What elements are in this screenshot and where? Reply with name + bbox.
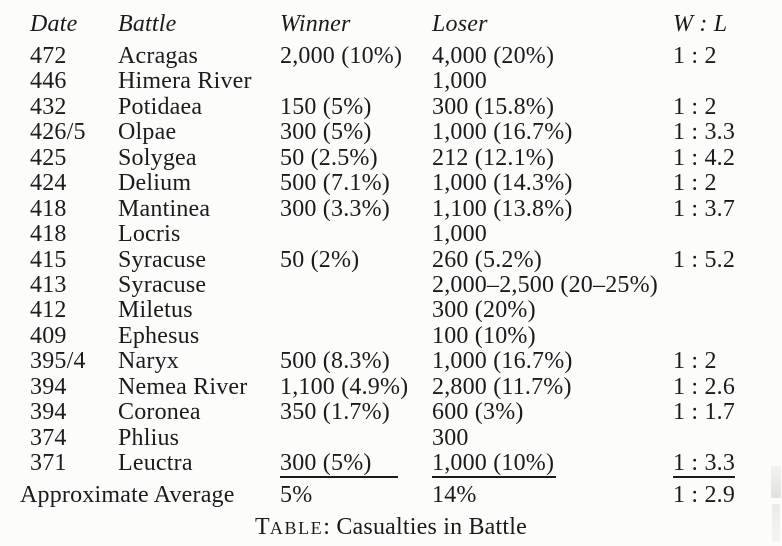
header-date: Date	[30, 11, 78, 37]
cell-loser: 1,000 (16.7%)	[432, 119, 573, 146]
cell-date: 418	[30, 195, 67, 222]
cell-date: 415	[30, 246, 67, 273]
cell-date: 446	[30, 68, 67, 95]
cell-battle: Miletus	[118, 297, 193, 324]
table-row	[0, 197, 782, 222]
table-row	[0, 146, 782, 171]
cell-date: 395/4	[30, 348, 86, 375]
cell-loser: 1,000	[432, 221, 487, 248]
cell-date: 426/5	[30, 119, 86, 146]
cell-winner: 300 (5%)	[280, 451, 398, 478]
table-row	[0, 426, 782, 451]
header-battle: Battle	[118, 11, 177, 37]
cell-loser: 300 (15.8%)	[432, 93, 555, 120]
cell-date: 418	[30, 221, 67, 248]
table-row	[0, 69, 782, 94]
cell-battle: Syracuse	[118, 246, 207, 273]
cell-winner: 500 (8.3%)	[280, 348, 390, 375]
caption-smallcaps: ABLE	[269, 518, 324, 538]
header-ratio: W : L	[673, 11, 728, 37]
cell-battle: Potidaea	[118, 93, 203, 120]
cell-winner: 350 (1.7%)	[280, 399, 390, 426]
cell-loser: 2,800 (11.7%)	[432, 373, 572, 400]
cell-ratio: 1 : 3.3	[673, 119, 736, 146]
cell-battle: Olpae	[118, 119, 177, 146]
cell-date: 394	[30, 373, 67, 400]
scan-artifact	[771, 466, 781, 498]
cell-battle: Coronea	[118, 399, 201, 426]
cell-date: 409	[30, 322, 67, 349]
cell-date: 425	[30, 144, 67, 171]
cell-battle: Delium	[118, 170, 192, 197]
cell-ratio: 1 : 3.7	[673, 195, 736, 222]
cell-winner: 50 (2.5%)	[280, 144, 378, 171]
cell-date: 424	[30, 170, 67, 197]
cell-loser: 1,000 (10%)	[432, 451, 556, 478]
cell-ratio: 1 : 3.3	[673, 451, 735, 478]
table-row	[0, 375, 782, 400]
cell-date: 374	[30, 424, 67, 451]
cell-date: 413	[30, 271, 67, 298]
cell-battle: Ephesus	[118, 322, 200, 349]
table-row	[0, 451, 782, 476]
header-winner: Winner	[280, 11, 351, 37]
cell-loser: 2,000–2,500 (20–25%)	[432, 271, 658, 298]
cell-battle: Leuctra	[118, 450, 193, 476]
summary-ratio: 1 : 2.9	[673, 482, 736, 508]
cell-date: 394	[30, 399, 67, 426]
cell-loser: 260 (5.2%)	[432, 246, 542, 273]
cell-loser: 600 (3%)	[432, 399, 524, 426]
table-row	[0, 44, 782, 69]
cell-winner: 300 (5%)	[280, 119, 372, 146]
table-row	[0, 324, 782, 349]
cell-date: 371	[30, 450, 67, 476]
cell-loser: 300	[432, 424, 469, 451]
table-row	[0, 349, 782, 374]
cell-loser: 212 (12.1%)	[432, 144, 555, 171]
cell-ratio: 1 : 2	[673, 43, 717, 69]
cell-loser: 1,000	[432, 68, 487, 95]
cell-battle: Mantinea	[118, 195, 211, 222]
cell-battle: Acragas	[118, 43, 199, 69]
table-header-row	[0, 12, 782, 38]
cell-date: 472	[30, 43, 67, 69]
summary-label: Approximate Average	[20, 482, 235, 508]
summary-winner: 5%	[280, 482, 313, 508]
cell-winner: 2,000 (10%)	[280, 43, 403, 69]
cell-ratio: 1 : 2	[673, 170, 717, 197]
cell-winner: 50 (2%)	[280, 246, 360, 273]
cell-battle: Locris	[118, 221, 181, 248]
cell-battle: Phlius	[118, 424, 180, 451]
table-row	[0, 95, 782, 120]
cell-ratio: 1 : 2.6	[673, 373, 736, 400]
summary-loser: 14%	[432, 482, 477, 508]
cell-winner: 150 (5%)	[280, 93, 372, 120]
cell-ratio: 1 : 2	[673, 93, 717, 120]
cell-battle: Nemea River	[118, 373, 248, 400]
cell-loser: 100 (10%)	[432, 322, 536, 349]
caption-text: : Casualties in Battle	[323, 514, 527, 540]
cell-battle: Solygea	[118, 144, 197, 171]
table-row	[0, 248, 782, 273]
table-row	[0, 273, 782, 298]
cell-winner: 300 (3.3%)	[280, 195, 390, 222]
cell-loser: 4,000 (20%)	[432, 43, 555, 69]
cell-date: 432	[30, 93, 67, 120]
cell-battle: Himera River	[118, 68, 252, 95]
cell-date: 412	[30, 297, 67, 324]
cell-winner: 1,100 (4.9%)	[280, 373, 409, 400]
table-body	[0, 44, 782, 476]
summary-row	[0, 483, 782, 509]
caption-initial: T	[255, 514, 270, 540]
scan-artifact	[772, 504, 780, 542]
cell-battle: Syracuse	[118, 271, 207, 298]
cell-loser: 1,000 (16.7%)	[432, 348, 573, 375]
table-row	[0, 298, 782, 323]
cell-loser: 1,000 (14.3%)	[432, 170, 573, 197]
cell-ratio: 1 : 4.2	[673, 144, 736, 171]
table-caption	[0, 514, 782, 541]
table-row	[0, 120, 782, 145]
table-row	[0, 222, 782, 247]
table-row	[0, 171, 782, 196]
cell-ratio: 1 : 2	[673, 348, 717, 375]
cell-ratio: 1 : 5.2	[673, 246, 736, 273]
cell-loser: 300 (20%)	[432, 297, 536, 324]
cell-winner: 500 (7.1%)	[280, 170, 390, 197]
table-row	[0, 400, 782, 425]
cell-loser: 1,100 (13.8%)	[432, 195, 573, 222]
cell-battle: Naryx	[118, 348, 179, 375]
header-loser: Loser	[432, 11, 488, 37]
cell-ratio: 1 : 1.7	[673, 399, 736, 426]
